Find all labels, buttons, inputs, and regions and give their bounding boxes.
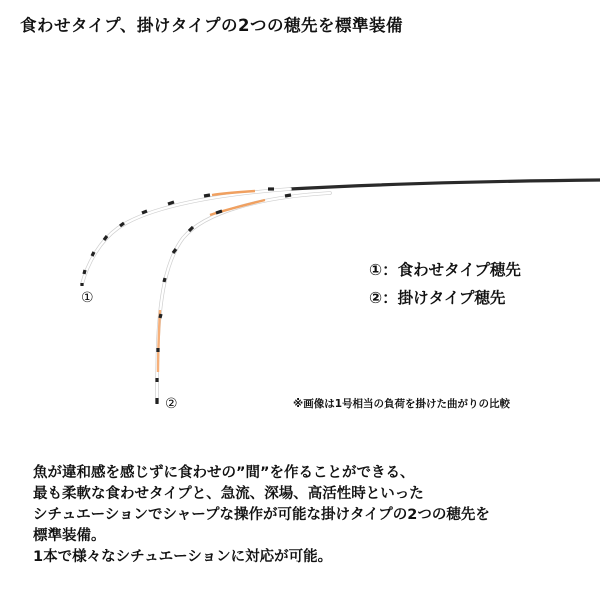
tip-2-label: ② bbox=[165, 396, 178, 412]
description-line-4: 標準装備。 bbox=[33, 528, 106, 544]
description bbox=[33, 463, 490, 568]
legend bbox=[369, 256, 521, 312]
tip-2-body bbox=[157, 193, 330, 402]
legend-item-tip-1: ①：食わせタイプ穂先 bbox=[369, 261, 521, 279]
description-line-2: 最も柔軟な食わせタイプと、急流、深場、高活性時といった bbox=[33, 486, 424, 502]
description-line-1: 魚が違和感を感じずに食わせの”間”を作ることができる、 bbox=[33, 465, 415, 481]
legend-item-tip-2: ②：掛けタイプ穂先 bbox=[369, 289, 506, 307]
tip-1-label: ① bbox=[81, 290, 94, 306]
rod-blank bbox=[290, 180, 600, 189]
tip-2-guides bbox=[157, 195, 291, 404]
image-note: ※画像は1号相当の負荷を掛けた曲がりの比較 bbox=[293, 398, 511, 410]
page-title: 食わせタイプ、掛けタイプの2つの穂先を標準装備 bbox=[20, 16, 404, 35]
tip-2-outline bbox=[157, 193, 330, 402]
description-line-5: 1本で様々なシチュエーションに対応が可能。 bbox=[33, 549, 333, 565]
description-line-3: シチュエーションでシャープな操作が可能な掛けタイプの2つの穂先を bbox=[33, 507, 490, 523]
